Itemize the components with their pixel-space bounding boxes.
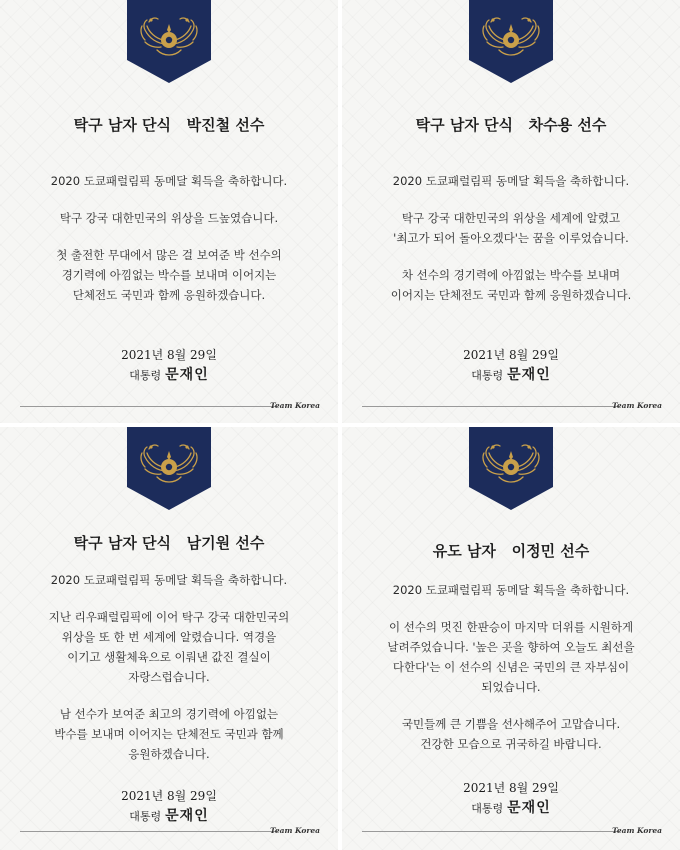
message-body bbox=[0, 570, 338, 781]
team-korea-logo: Team Korea bbox=[612, 826, 662, 835]
message-paragraph bbox=[342, 714, 680, 754]
card-title: 유도 남자 이정민 선수 bbox=[432, 542, 590, 560]
presidential-emblem-icon bbox=[127, 427, 211, 510]
message-line: 응원하겠습니다. bbox=[128, 747, 210, 761]
message-line: 2020 도쿄패럴림픽 동메달 획득을 축하합니다. bbox=[50, 174, 288, 188]
message-paragraph bbox=[342, 171, 680, 191]
message-line: 날려주었습니다. '높은 곳을 향하여 오늘도 최선을 bbox=[387, 640, 635, 654]
signer-role: 대통령 bbox=[471, 369, 504, 382]
signer-name: 문재인 bbox=[507, 367, 551, 383]
signer bbox=[0, 805, 338, 827]
message-paragraph bbox=[0, 171, 338, 191]
message-paragraph bbox=[342, 265, 680, 305]
signer-name: 문재인 bbox=[165, 367, 209, 383]
footer-divider bbox=[20, 831, 278, 832]
message-line: 경기력에 아낌없는 박수를 보내며 이어지는 bbox=[61, 268, 277, 282]
message-line: 이어지는 단체전도 국민과 함께 응원하겠습니다. bbox=[390, 288, 632, 302]
signer-name: 문재인 bbox=[507, 800, 551, 816]
message-line: 남 선수가 보여준 최고의 경기력에 아낌없는 bbox=[59, 707, 279, 721]
footer-divider bbox=[362, 831, 620, 832]
message-paragraph bbox=[0, 208, 338, 228]
signer-role: 대통령 bbox=[129, 810, 162, 823]
message-line: 2020 도쿄패럴림픽 동메달 획득을 축하합니다. bbox=[50, 573, 288, 587]
signer-role: 대통령 bbox=[129, 369, 162, 382]
signature-block bbox=[0, 788, 338, 827]
congrats-card bbox=[342, 0, 680, 423]
signer-role: 대통령 bbox=[471, 802, 504, 815]
message-paragraph bbox=[342, 208, 680, 248]
congrats-card bbox=[342, 427, 680, 850]
message-line: 건강한 모습으로 귀국하길 바랍니다. bbox=[420, 737, 602, 751]
card-title: 탁구 남자 단식 박진철 선수 bbox=[73, 116, 265, 134]
footer-divider bbox=[20, 406, 278, 407]
message-line: 탁구 강국 대한민국의 위상을 드높였습니다. bbox=[59, 211, 279, 225]
message-line: 이 선수의 멋진 한판승이 마지막 더위를 시원하게 bbox=[388, 620, 634, 634]
message-line: 국민들께 큰 기쁨을 선사해주어 고맙습니다. bbox=[401, 717, 621, 731]
card-title: 탁구 남자 단식 차수용 선수 bbox=[415, 116, 607, 134]
signature-date: 2021년 8월 29일 bbox=[463, 781, 559, 795]
signer-name: 문재인 bbox=[165, 808, 209, 824]
message-paragraph bbox=[342, 580, 680, 600]
message-paragraph bbox=[342, 617, 680, 697]
message-line: 탁구 강국 대한민국의 위상을 세계에 알렸고 bbox=[401, 211, 621, 225]
message-line: 다한다'는 이 선수의 신념은 국민의 큰 자부심이 bbox=[392, 660, 630, 674]
message-line: 첫 출전한 무대에서 많은 걸 보여준 박 선수의 bbox=[56, 248, 282, 262]
message-line: '최고가 되어 돌아오겠다'는 꿈을 이루었습니다. bbox=[393, 231, 629, 245]
presidential-emblem-icon bbox=[469, 427, 553, 510]
signature-block bbox=[342, 780, 680, 819]
signer bbox=[0, 364, 338, 386]
signature-block bbox=[0, 347, 338, 386]
message-line: 박수를 보내며 이어지는 단체전도 국민과 함께 bbox=[54, 727, 284, 741]
message-body bbox=[342, 580, 680, 771]
presidential-emblem-icon bbox=[127, 0, 211, 83]
signature-date: 2021년 8월 29일 bbox=[463, 348, 559, 362]
team-korea-logo: Team Korea bbox=[270, 826, 320, 835]
presidential-emblem-icon bbox=[469, 0, 553, 83]
message-line: 차 선수의 경기력에 아낌없는 박수를 보내며 bbox=[401, 268, 621, 282]
message-line: 되었습니다. bbox=[481, 680, 541, 694]
signer bbox=[342, 797, 680, 819]
message-paragraph bbox=[0, 570, 338, 590]
message-paragraph bbox=[0, 704, 338, 764]
signature-date: 2021년 8월 29일 bbox=[121, 348, 217, 362]
message-line: 2020 도쿄패럴림픽 동메달 획득을 축하합니다. bbox=[392, 174, 630, 188]
signature-block bbox=[342, 347, 680, 386]
message-line: 2020 도쿄패럴림픽 동메달 획득을 축하합니다. bbox=[392, 583, 630, 597]
message-body bbox=[0, 171, 338, 322]
team-korea-logo: Team Korea bbox=[612, 401, 662, 410]
message-line: 단체전도 국민과 함께 응원하겠습니다. bbox=[72, 288, 266, 302]
message-paragraph bbox=[0, 607, 338, 687]
card-title: 탁구 남자 단식 남기원 선수 bbox=[73, 534, 265, 552]
message-line: 지난 리우패럴림픽에 이어 탁구 강국 대한민국의 bbox=[48, 610, 290, 624]
congrats-card bbox=[0, 0, 338, 423]
signer bbox=[342, 364, 680, 386]
footer-divider bbox=[362, 406, 620, 407]
message-line: 위상을 또 한 번 세계에 알렸습니다. 역경을 bbox=[61, 630, 277, 644]
congrats-card bbox=[0, 427, 338, 850]
message-line: 자랑스럽습니다. bbox=[128, 670, 210, 684]
team-korea-logo: Team Korea bbox=[270, 401, 320, 410]
message-body bbox=[342, 171, 680, 322]
signature-date: 2021년 8월 29일 bbox=[121, 789, 217, 803]
message-paragraph bbox=[0, 245, 338, 305]
message-line: 이기고 생활체육으로 이뤄낸 값진 결실이 bbox=[67, 650, 271, 664]
